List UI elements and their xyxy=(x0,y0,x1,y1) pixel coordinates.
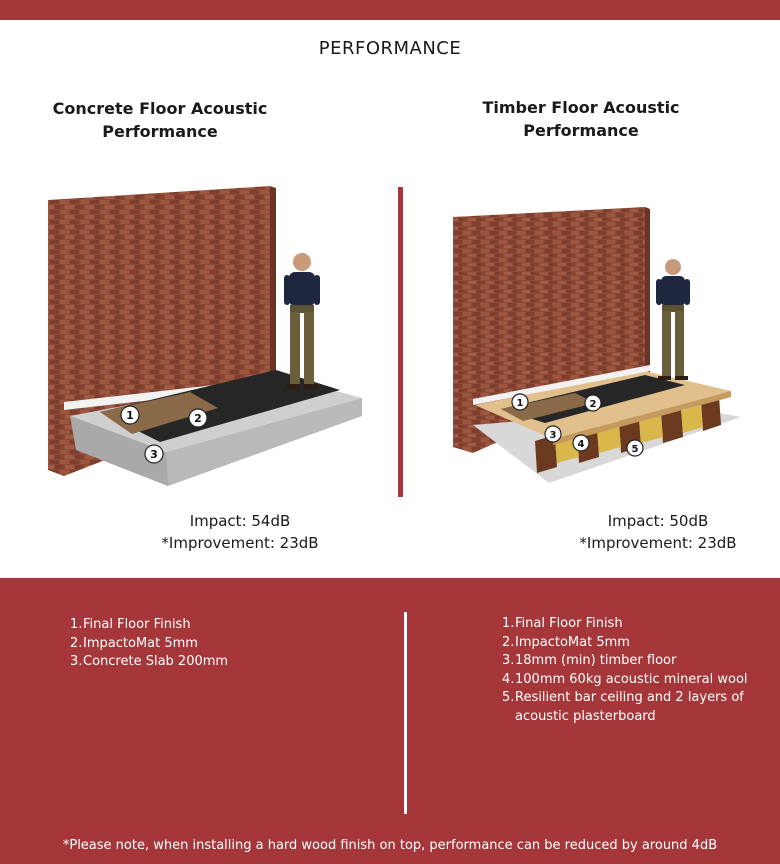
marker-1-label: 1 xyxy=(516,398,524,409)
timber-legend-list xyxy=(502,615,772,726)
marker-3 xyxy=(145,445,163,463)
wall-edge xyxy=(645,207,650,377)
list-item: 3. Concrete Slab 200mm xyxy=(70,654,229,669)
timber-title-line-1: Timber Floor Acoustic xyxy=(482,98,680,117)
marker-2-label: 2 xyxy=(194,412,202,425)
timber-impact: Impact: 50dB xyxy=(607,512,709,530)
legend-panel xyxy=(0,578,780,864)
marker-3-label: 3 xyxy=(549,430,557,441)
concrete-improvement: *Improvement: 23dB xyxy=(161,534,319,552)
marker-3 xyxy=(545,426,561,442)
list-item: 1. Final Floor Finish xyxy=(502,616,623,631)
list-item: 4. 100mm 60kg acoustic mineral wool xyxy=(502,671,748,687)
marker-1 xyxy=(512,394,528,410)
marker-1 xyxy=(121,406,139,424)
timber-title-line-2: Performance xyxy=(523,121,639,140)
list-item: 5. Resilient bar ceiling and 2 layers of acoustic plasterboard xyxy=(502,690,744,724)
marker-2 xyxy=(189,409,207,427)
timber-floor-illustration xyxy=(445,195,745,495)
list-item: 1. Final Floor Finish xyxy=(70,617,191,632)
marker-4 xyxy=(573,435,589,451)
concrete-title-line-1: Concrete Floor Acoustic xyxy=(52,99,268,118)
footnote: *Please note, when installing a hard wood finish on top, performance can be reduced by around 4dB xyxy=(62,838,718,853)
concrete-title-line-2: Performance xyxy=(102,122,218,141)
list-item: 3. 18mm (min) timber floor xyxy=(502,653,677,668)
marker-4-label: 4 xyxy=(577,439,585,450)
top-accent-bar xyxy=(0,0,780,20)
person-figure xyxy=(656,259,690,380)
concrete-performance xyxy=(140,510,340,554)
person-figure xyxy=(284,253,320,389)
concrete-section-title xyxy=(30,97,290,143)
marker-2-label: 2 xyxy=(589,399,597,410)
marker-3-label: 3 xyxy=(150,448,158,461)
page-title: PERFORMANCE xyxy=(318,38,462,59)
concrete-floor-illustration xyxy=(40,180,370,500)
marker-2 xyxy=(585,395,601,411)
legend-divider xyxy=(404,612,407,814)
marker-5-label: 5 xyxy=(631,444,639,455)
timber-improvement: *Improvement: 23dB xyxy=(579,534,737,552)
concrete-legend-list xyxy=(70,616,370,672)
list-item: 2. ImpactoMat 5mm xyxy=(70,635,198,651)
list-item: 2. ImpactoMat 5mm xyxy=(502,634,630,650)
concrete-impact: Impact: 54dB xyxy=(189,512,291,530)
timber-performance xyxy=(558,510,758,554)
column-divider xyxy=(398,187,403,497)
marker-5 xyxy=(627,440,643,456)
timber-section-title xyxy=(451,96,711,142)
marker-1-label: 1 xyxy=(126,409,134,422)
wall-edge xyxy=(270,186,276,396)
